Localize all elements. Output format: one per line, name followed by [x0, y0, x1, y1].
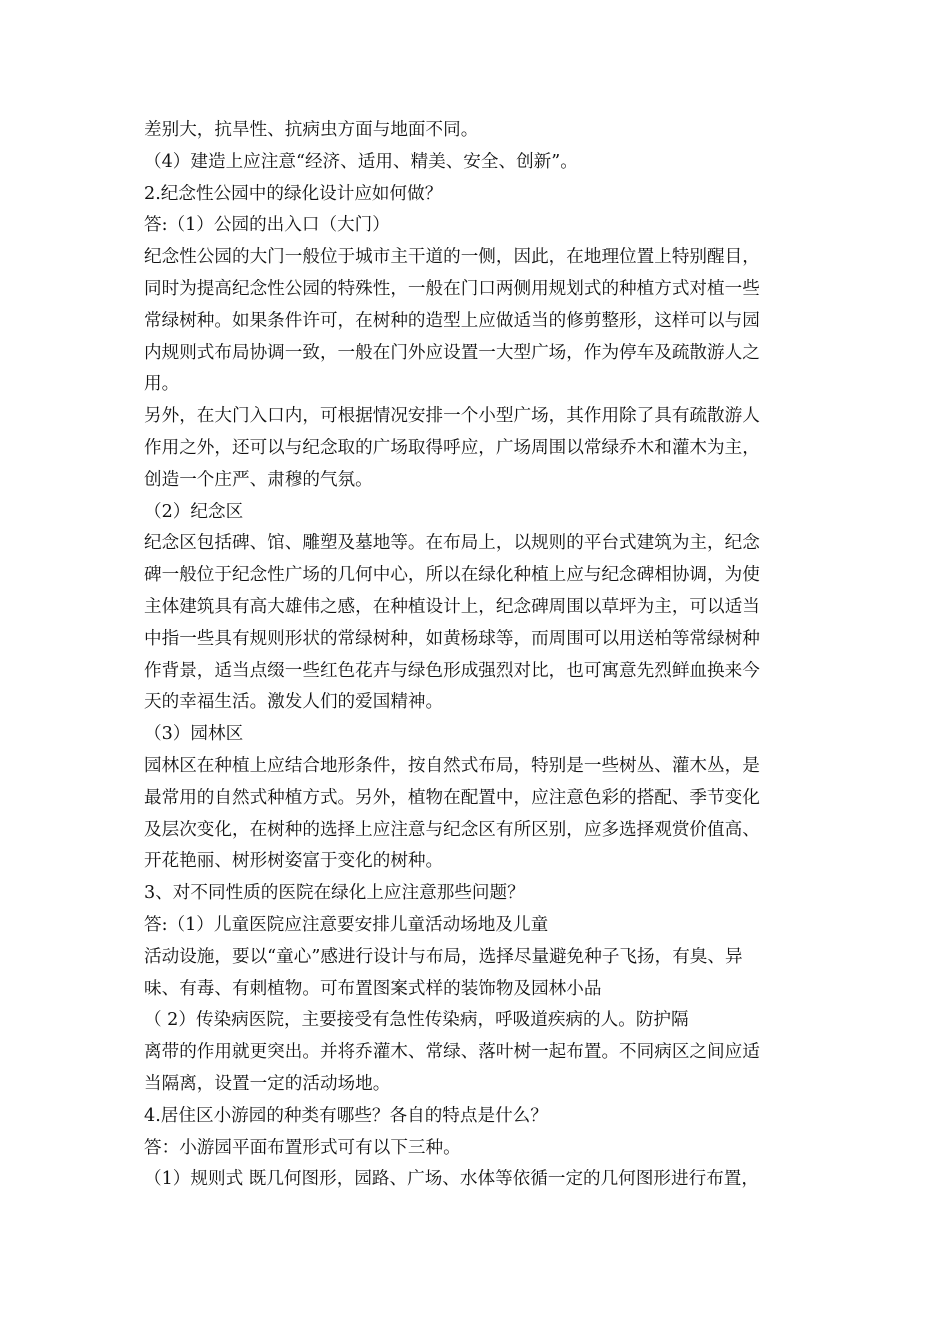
text-line: （ 2）传染病医院，主要接受有急性传染病，呼吸道疾病的人。防护隔	[144, 1010, 689, 1031]
text-line: 3、对不同性质的医院在绿化上应注意那些问题？	[144, 883, 525, 904]
text-line: 常绿树种。如果条件许可，在树种的造型上应做适当的修剪整形，这样可以与园	[144, 310, 760, 331]
text-line: 碑一般位于纪念性广场的几何中心，所以在绿化种植上应与纪念碑相协调，为使	[144, 565, 760, 586]
text-line: （4）建造上应注意“经济、适用、精美、安全、创新”。	[144, 151, 578, 172]
text-line: 答:（1）儿童医院应注意要安排儿童活动场地及儿童	[144, 914, 549, 935]
text-line: 答:（1）公园的出入口（大门）	[144, 215, 390, 236]
text-line: 天的幸福生活。激发人们的爱国精神。	[144, 692, 444, 713]
text-line: 活动设施，要以“童心”感进行设计与布局，选择尽量避免种子飞扬，有臭、异	[144, 946, 743, 967]
text-line: 离带的作用就更突出。并将乔灌木、常绿、落叶树一起布置。不同病区之间应适	[144, 1042, 760, 1063]
text-line: 味、有毒、有刺植物。可布置图案式样的装饰物及园林小品	[144, 978, 602, 999]
text-line: 开花艳丽、树形树姿富于变化的树种。	[144, 851, 444, 872]
text-line: 主体建筑具有高大雄伟之感，在种植设计上，纪念碑周围以草坪为主，可以适当	[144, 596, 760, 617]
text-line: 作背景，适当点缀一些红色花卉与绿色形成强烈对比，也可寓意先烈鲜血换来今	[144, 660, 760, 681]
text-line: 答：小游园平面布置形式可有以下三种。	[144, 1137, 461, 1158]
text-line: （2）纪念区	[144, 501, 244, 522]
text-line: 另外，在大门入口内，可根据情况安排一个小型广场，其作用除了具有疏散游人	[144, 406, 760, 427]
text-line: 内规则式布局协调一致，一般在门外应设置一大型广场，作为停车及疏散游人之	[144, 342, 760, 363]
text-line: 当隔离，设置一定的活动场地。	[144, 1073, 391, 1094]
text-line: 创造一个庄严、肃穆的气氛。	[144, 469, 373, 490]
text-line: 同时为提高纪念性公园的特殊性，一般在门口两侧用规划式的种植方式对植一些	[144, 278, 760, 299]
document-body	[144, 115, 814, 1196]
text-line: 及层次变化，在树种的选择上应注意与纪念区有所区别，应多选择观赏价值高、	[144, 819, 760, 840]
text-line: （1）规则式 既几何图形，园路、广场、水体等依循一定的几何图形进行布置，	[144, 1169, 759, 1190]
text-line: 纪念区包括碑、馆、雕塑及墓地等。在布局上，以规则的平台式建筑为主，纪念	[144, 533, 760, 554]
text-line: 4.居住区小游园的种类有哪些？各自的特点是什么？	[144, 1105, 548, 1126]
text-line: 2.纪念性公园中的绿化设计应如何做？	[144, 183, 443, 204]
text-line: 用。	[144, 374, 180, 395]
text-line: 园林区在种植上应结合地形条件，按自然式布局，特别是一些树丛、灌木丛，是	[144, 755, 760, 776]
text-line: 作用之外，还可以与纪念取的广场取得呼应，广场周围以常绿乔木和灌木为主，	[144, 437, 760, 458]
text-line: 纪念性公园的大门一般位于城市主干道的一侧，因此，在地理位置上特别醒目，	[144, 247, 760, 268]
text-line: 中指一些具有规则形状的常绿树种，如黄杨球等，而周围可以用送柏等常绿树种	[144, 628, 760, 649]
text-line: 差别大，抗旱性、抗病虫方面与地面不同。	[144, 120, 479, 140]
text-line: （3）园林区	[144, 724, 244, 745]
text-line: 最常用的自然式种植方式。另外，植物在配置中，应注意色彩的搭配、季节变化	[144, 787, 760, 808]
